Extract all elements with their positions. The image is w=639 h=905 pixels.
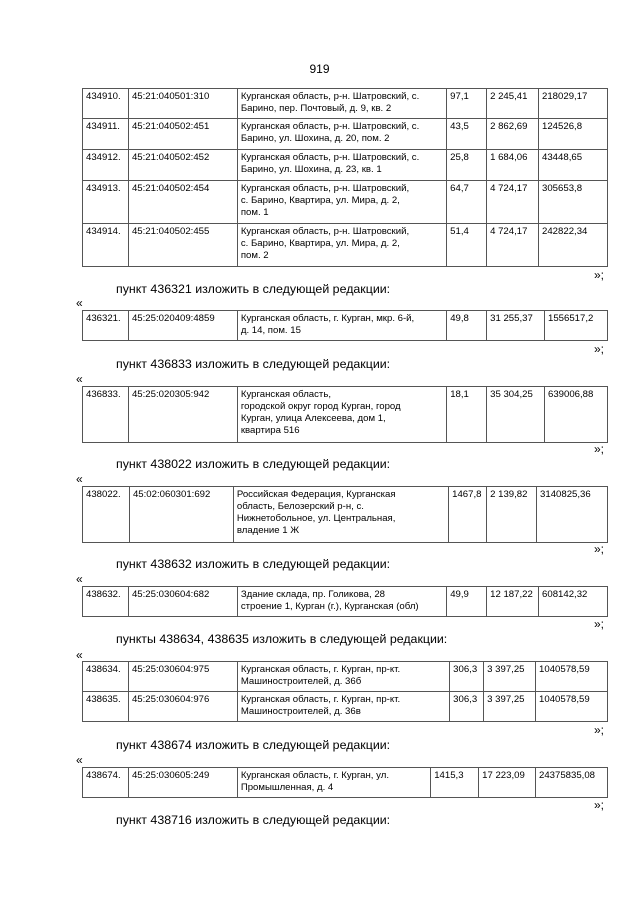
address-line: Нижнетобольное, ул. Центральная, <box>236 513 396 524</box>
table-row <box>83 487 608 543</box>
table-row <box>83 587 608 617</box>
address-line: Курганская область, г. Курган, мкр. 6-й, <box>240 313 415 324</box>
amendment-paragraph: пункт 438022 изложить в следующей редакции: <box>116 457 391 471</box>
table-2 <box>82 310 608 341</box>
table-row <box>83 181 608 224</box>
row-number: 438635. <box>83 692 129 722</box>
total-cell: 1556517,2 <box>545 311 608 341</box>
open-quote: « <box>76 753 83 767</box>
address-line: Курганская область, р-н. Шатровский, с. <box>240 121 420 132</box>
table-5 <box>82 586 608 617</box>
open-quote: « <box>76 572 83 586</box>
total-cell: 305653,8 <box>539 181 608 224</box>
amendment-paragraph: пункт 438632 изложить в следующей редакции: <box>116 557 391 571</box>
address-cell <box>237 224 446 267</box>
table-7 <box>82 767 608 798</box>
open-quote: « <box>76 472 83 486</box>
price-cell: 17 223,09 <box>479 768 536 798</box>
row-number: 434910. <box>83 89 129 119</box>
cadastral-number: 45:25:030605:249 <box>128 768 237 798</box>
row-number: 434914. <box>83 224 129 267</box>
area-cell: 64,7 <box>447 181 487 224</box>
area-cell: 43,5 <box>447 119 487 150</box>
price-cell: 4 724,17 <box>487 181 539 224</box>
address-line: Курган, улица Алексеева, дом 1, <box>240 413 386 424</box>
amendment-paragraph: пункты 438634, 438635 изложить в следующей редакции: <box>116 632 448 646</box>
table-row <box>83 662 608 692</box>
close-quote: »; <box>594 798 605 812</box>
address-line: Курганская область, г. Курган, пр-кт. <box>240 664 401 675</box>
table-row <box>83 311 608 341</box>
area-cell: 49,8 <box>447 311 487 341</box>
close-quote: »; <box>594 268 605 282</box>
price-cell: 12 187,22 <box>487 587 539 617</box>
area-cell: 306,3 <box>450 662 484 692</box>
address-line: Машиностроителей, д. 36б <box>240 676 362 687</box>
cadastral-number: 45:21:040502:452 <box>128 150 237 181</box>
total-cell: 43448,65 <box>539 150 608 181</box>
close-quote: »; <box>594 617 605 631</box>
close-quote: »; <box>594 542 605 556</box>
address-line: с. Барино, Квартира, ул. Мира, д. 2, <box>240 195 400 206</box>
address-cell <box>237 181 446 224</box>
row-number: 438632. <box>83 587 129 617</box>
table-row <box>83 692 608 722</box>
row-number: 436833. <box>83 387 129 443</box>
address-line: Машиностроителей, д. 36в <box>240 706 361 717</box>
address-cell <box>237 692 449 722</box>
table-row <box>83 89 608 119</box>
price-cell: 35 304,25 <box>487 387 545 443</box>
price-cell: 2 862,69 <box>487 119 539 150</box>
address-cell <box>233 487 448 543</box>
table-1 <box>82 88 608 267</box>
price-cell: 1 684,06 <box>487 150 539 181</box>
row-number: 434912. <box>83 150 129 181</box>
price-cell: 4 724,17 <box>487 224 539 267</box>
page-number: 919 <box>309 62 330 76</box>
area-cell: 51,4 <box>447 224 487 267</box>
row-number: 438022. <box>83 487 130 543</box>
table-4 <box>82 486 608 543</box>
cadastral-number: 45:21:040501:310 <box>128 89 237 119</box>
total-cell: 242822,34 <box>539 224 608 267</box>
area-cell: 306,3 <box>450 692 484 722</box>
address-line: строение 1, Курган (г.), Курганская (обл) <box>240 601 419 612</box>
area-cell: 97,1 <box>447 89 487 119</box>
address-line: городской округ город Курган, город <box>240 401 401 412</box>
table-3 <box>82 386 608 443</box>
amendment-paragraph: пункт 436321 изложить в следующей редакции: <box>116 282 391 296</box>
address-cell <box>237 662 449 692</box>
address-line: Курганская область, г. Курган, пр-кт. <box>240 694 401 705</box>
price-cell: 31 255,37 <box>487 311 545 341</box>
area-cell: 49,9 <box>447 587 487 617</box>
row-number: 434913. <box>83 181 129 224</box>
address-line: Курганская область, р-н. Шатровский, с. <box>240 152 420 163</box>
address-cell <box>237 119 446 150</box>
address-cell <box>237 387 446 443</box>
area-cell: 25,8 <box>447 150 487 181</box>
address-line: Курганская область, р-н. Шатровский, с. <box>240 91 420 102</box>
address-line: Курганская область, р-н. Шатровский, <box>240 183 410 194</box>
total-cell: 639006,88 <box>545 387 608 443</box>
address-line: пом. 1 <box>240 207 269 218</box>
cadastral-number: 45:21:040502:451 <box>128 119 237 150</box>
row-number: 434911. <box>83 119 129 150</box>
address-line: Здание склада, пр. Голикова, 28 <box>240 589 386 600</box>
address-line: Курганская область, <box>240 389 331 400</box>
price-cell: 2 139,82 <box>487 487 537 543</box>
total-cell: 1040578,59 <box>536 662 608 692</box>
amendment-paragraph: пункт 436833 изложить в следующей редакции: <box>116 357 391 371</box>
table-row <box>83 387 608 443</box>
address-line: Промышленная, д. 4 <box>240 782 334 793</box>
close-quote: »; <box>594 342 605 356</box>
address-line: Барино, ул. Шохина, д. 20, пом. 2 <box>240 133 390 144</box>
cadastral-number: 45:25:020305:942 <box>128 387 237 443</box>
address-line: Барино, пер. Почтовый, д. 9, кв. 2 <box>240 103 392 114</box>
open-quote: « <box>76 296 83 310</box>
cadastral-number: 45:25:020409:4859 <box>128 311 237 341</box>
row-number: 438674. <box>83 768 129 798</box>
table-6 <box>82 661 608 722</box>
address-cell <box>237 587 446 617</box>
close-quote: »; <box>594 723 605 737</box>
cadastral-number: 45:21:040502:454 <box>128 181 237 224</box>
table-row <box>83 224 608 267</box>
address-cell <box>237 768 430 798</box>
area-cell: 1467,8 <box>449 487 487 543</box>
address-cell <box>237 89 446 119</box>
total-cell: 608142,32 <box>539 587 608 617</box>
amendment-paragraph: пункт 438716 изложить в следующей редакции: <box>116 813 391 827</box>
price-cell: 3 397,25 <box>484 662 536 692</box>
row-number: 438634. <box>83 662 129 692</box>
cadastral-number: 45:02:060301:692 <box>129 487 233 543</box>
address-line: владение 1 Ж <box>236 525 300 536</box>
table-row <box>83 119 608 150</box>
total-cell: 3140825,36 <box>537 487 608 543</box>
open-quote: « <box>76 648 83 662</box>
area-cell: 1415,3 <box>431 768 479 798</box>
open-quote: « <box>76 372 83 386</box>
cadastral-number: 45:21:040502:455 <box>128 224 237 267</box>
price-cell: 2 245,41 <box>487 89 539 119</box>
address-line: с. Барино, Квартира, ул. Мира, д. 2, <box>240 238 400 249</box>
address-line: Курганская область, г. Курган, ул. <box>240 770 389 781</box>
address-line: Курганская область, р-н. Шатровский, <box>240 226 410 237</box>
address-line: квартира 516 <box>240 425 300 436</box>
table-row <box>83 150 608 181</box>
address-line: Барино, ул. Шохина, д. 23, кв. 1 <box>240 164 382 175</box>
amendment-paragraph: пункт 438674 изложить в следующей редакции: <box>116 738 391 752</box>
address-line: область, Белозерский р-н, с. <box>236 501 364 512</box>
address-cell <box>237 150 446 181</box>
address-line: пом. 2 <box>240 250 269 261</box>
price-cell: 3 397,25 <box>484 692 536 722</box>
table-row <box>83 768 608 798</box>
cadastral-number: 45:25:030604:976 <box>128 692 237 722</box>
close-quote: »; <box>594 442 605 456</box>
total-cell: 1040578,59 <box>536 692 608 722</box>
address-cell <box>237 311 446 341</box>
row-number: 436321. <box>83 311 129 341</box>
cadastral-number: 45:25:030604:682 <box>128 587 237 617</box>
total-cell: 218029,17 <box>539 89 608 119</box>
cadastral-number: 45:25:030604:975 <box>128 662 237 692</box>
total-cell: 124526,8 <box>539 119 608 150</box>
area-cell: 18,1 <box>447 387 487 443</box>
address-line: д. 14, пом. 15 <box>240 325 301 336</box>
total-cell: 24375835,08 <box>536 768 608 798</box>
address-line: Российская Федерация, Курганская <box>236 489 396 500</box>
